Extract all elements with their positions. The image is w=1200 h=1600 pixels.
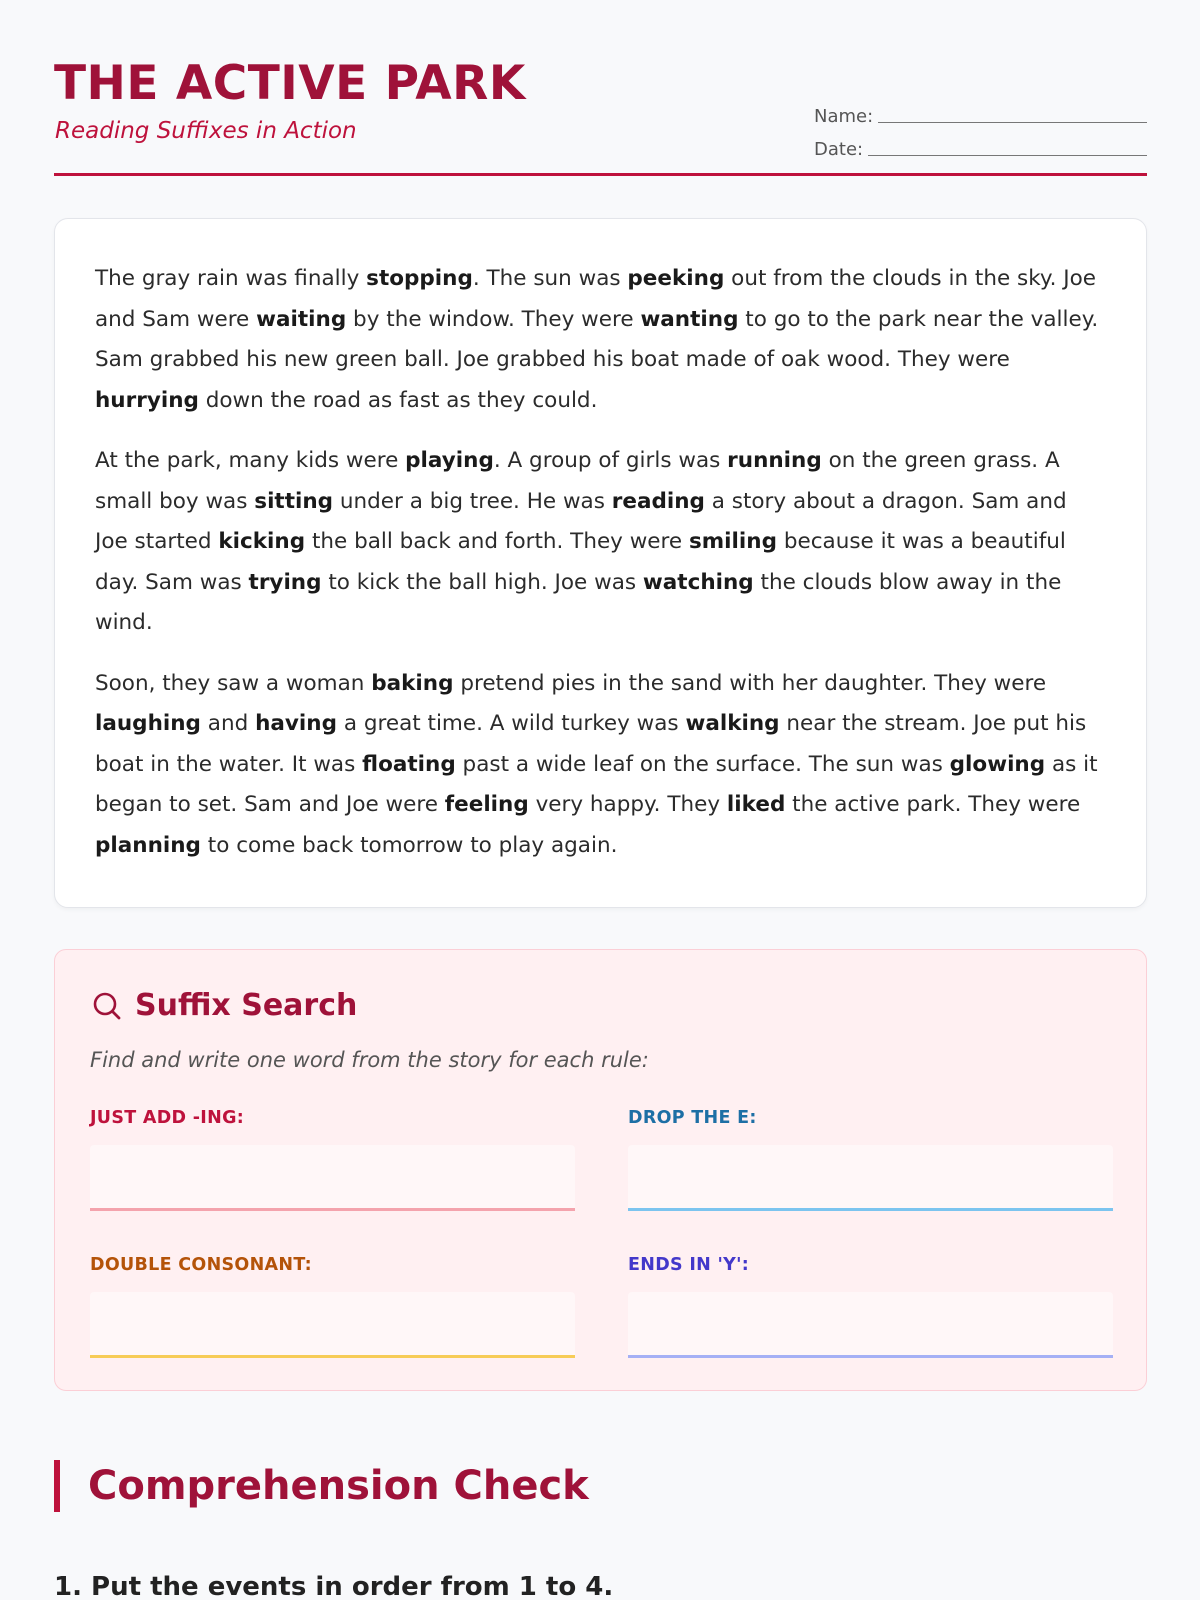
suffix-word: floating	[362, 751, 456, 777]
suffix-word: smiling	[688, 529, 777, 554]
rule-label-drop-the-e: DROP THE E:	[628, 1108, 757, 1128]
name-row	[814, 94, 1147, 127]
name-label: Name:	[814, 106, 874, 127]
answer-box-drop-the-e[interactable]	[628, 1145, 1113, 1211]
suffix-word: laughing	[95, 711, 201, 736]
story-paragraph-1: The gray rain was finally stopping. The sun was peeking out from the clouds in the sky. Joe and Sam were waiting by the window. They were wanting to go to the park near the valley. Sam grabbed his new green ball. Joe grabbed his boat made of oak wood. They were hurrying down the road as fast as they could.	[95, 266, 1099, 413]
suffix-word: peeking	[627, 266, 725, 291]
suffix-word: sitting	[254, 488, 334, 514]
worksheet	[54, 0, 1147, 1600]
answer-box-double-consonant[interactable]	[90, 1292, 575, 1358]
date-row	[814, 127, 1147, 160]
suffix-word: walking	[685, 711, 780, 736]
question-1: 1. Put the events in order from 1 to 4.	[54, 1572, 614, 1600]
suffix-word: playing	[405, 448, 494, 473]
header-divider	[54, 173, 1147, 176]
suffix-word: trying	[248, 569, 322, 595]
suffix-search-panel	[54, 949, 1147, 1391]
story-paragraph-3: Soon, they saw a woman baking pretend pies in the sand with her daughter. They were laughing and having a great time. A wild turkey was walking near the stream. Joe put his boat in the water. It was floating past a wide leaf on the surface. The sun was glowing as it began to set. Sam and Joe were feeling very happy. They liked the active park. They were planning to come back tomorrow to play again.	[95, 670, 1098, 858]
answer-box-ends-in-y[interactable]	[628, 1292, 1113, 1358]
suffix-word: glowing	[949, 751, 1046, 777]
page-title: THE ACTIVE PARK	[54, 56, 526, 111]
date-label: Date:	[814, 139, 864, 160]
comprehension-accent-bar	[54, 1460, 60, 1512]
suffix-search-title: Suffix Search	[135, 988, 358, 1023]
story-card	[54, 218, 1147, 908]
comprehension-title: Comprehension Check	[88, 1463, 589, 1509]
rule-label-double-consonant: DOUBLE CONSONANT:	[90, 1255, 312, 1275]
page-subtitle: Reading Suffixes in Action	[55, 118, 357, 144]
suffix-word: watching	[642, 569, 754, 595]
search-icon	[91, 990, 123, 1022]
rule-label-just-add-ing: JUST ADD -ING:	[90, 1108, 245, 1128]
suffix-word: waiting	[256, 306, 347, 332]
suffix-search-instruction: Find and write one word from the story for each rule:	[90, 1048, 649, 1072]
suffix-word: wanting	[640, 306, 739, 332]
suffix-word: feeling	[444, 792, 529, 817]
suffix-word: planning	[95, 832, 201, 858]
suffix-word: having	[255, 711, 337, 736]
story-paragraph-2: At the park, many kids were playing. A group of girls was running on the green grass. A small boy was sitting under a big tree. He was reading a story about a dragon. Sam and Joe started kicking the ball back and forth. They were smiling because it was a beautiful day. Sam was trying to kick the ball high. Joe was watching the clouds blow away in the wind.	[95, 448, 1067, 635]
suffix-word: stopping	[366, 266, 473, 291]
date-line[interactable]	[868, 140, 1147, 156]
suffix-search-header	[91, 988, 357, 1023]
suffix-word: running	[727, 448, 822, 473]
student-info	[814, 94, 1147, 160]
suffix-word: hurrying	[95, 387, 199, 413]
suffix-word: kicking	[218, 529, 306, 554]
answer-box-just-add-ing[interactable]	[90, 1145, 575, 1211]
worksheet-header	[54, 0, 1147, 178]
suffix-word: reading	[611, 488, 705, 514]
name-line[interactable]	[878, 107, 1147, 123]
suffix-word: liked	[726, 792, 786, 817]
rule-label-ends-in-y: ENDS IN 'Y':	[628, 1255, 750, 1275]
suffix-word: baking	[371, 670, 454, 696]
